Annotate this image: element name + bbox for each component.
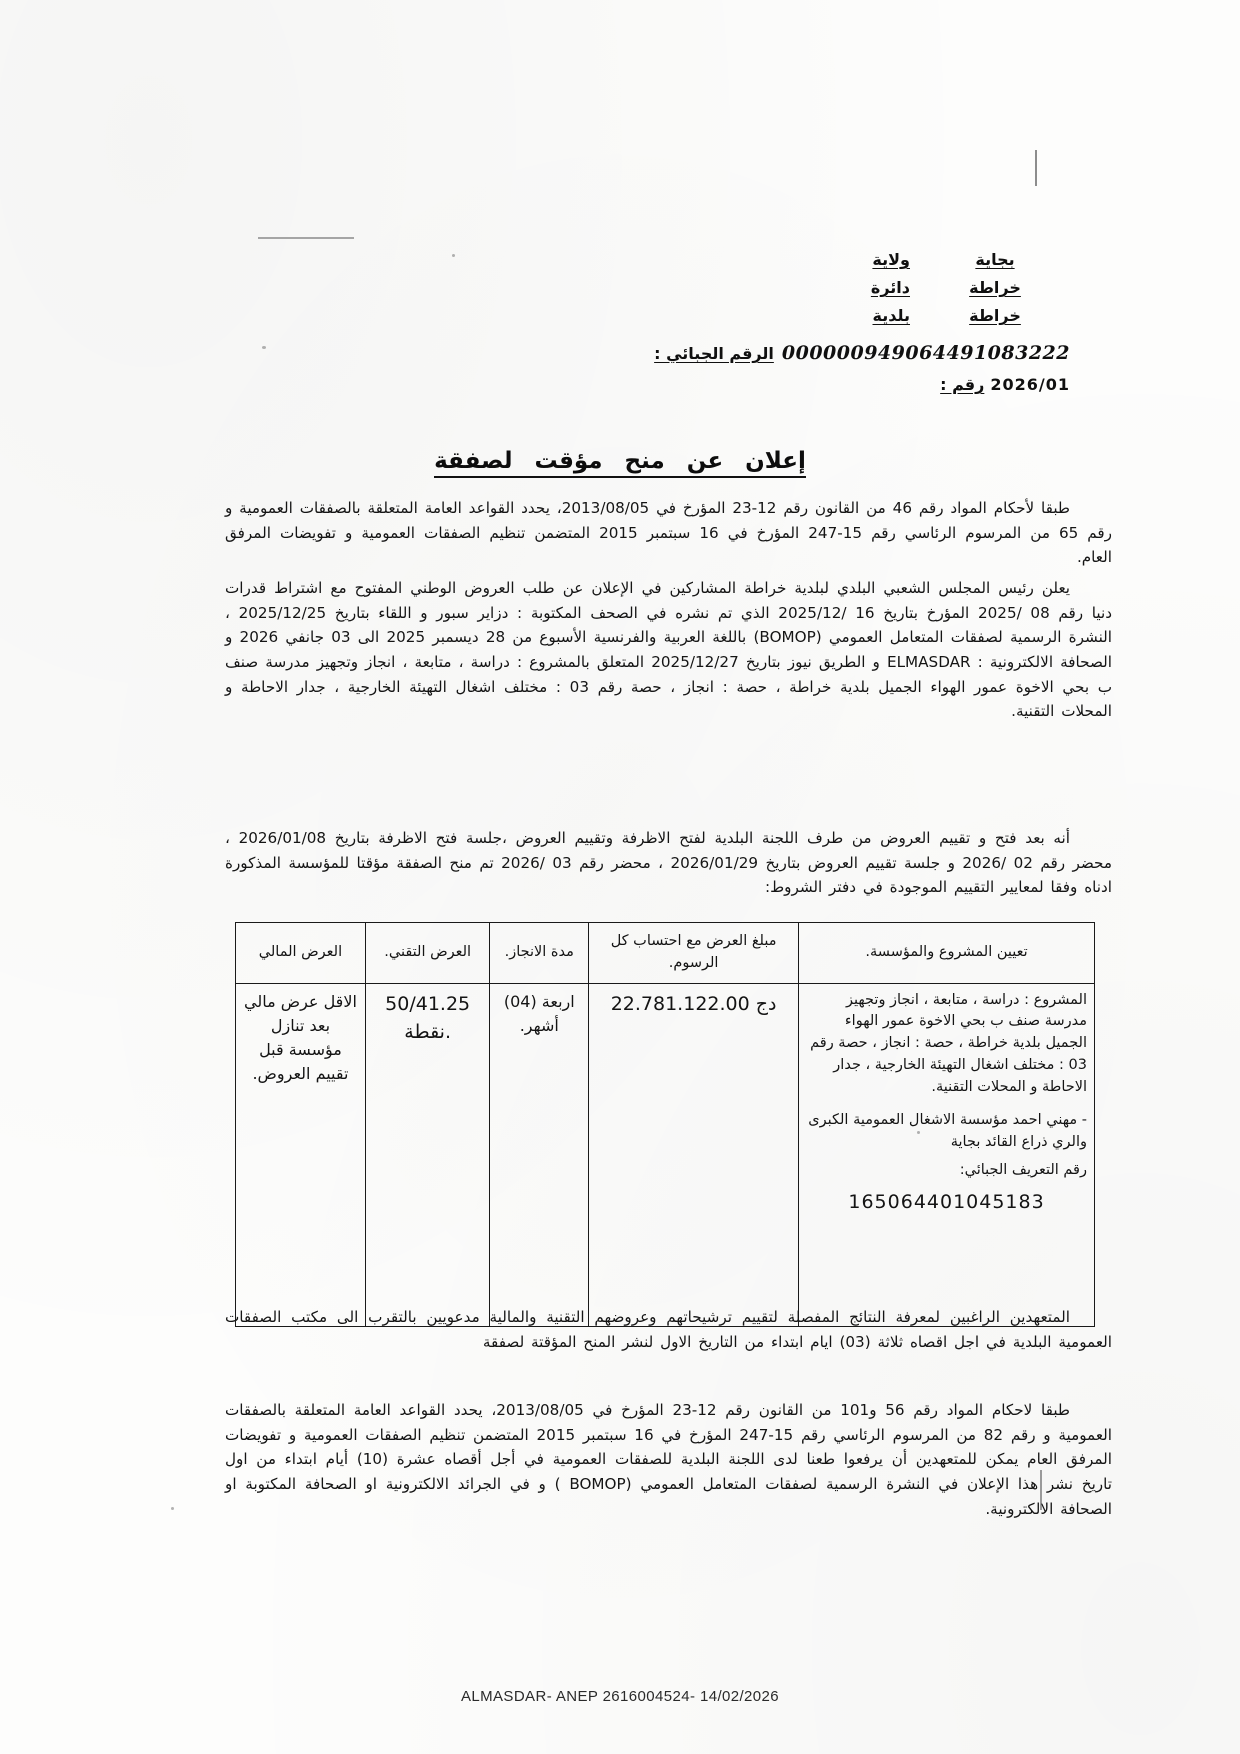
page-title-text: إعلان عن منح مؤقت لصفقة (434, 448, 806, 478)
footer-reference: ALMASDAR- ANEP 2616004524- 14/02/2026 (460, 1688, 780, 1705)
project-designation-text: المشروع : دراسة ، متابعة ، انجاز وتجهيز مدرسة صنف ب بحي الاخوة عمور الهواء الجميل بلدية خراطة ، حصة : انجاز ، حصة رقم 03 : مختلف اشغال التهيئة الخارجية ، جدار الاحاطة و المحلات التقنية. (810, 991, 1087, 1095)
table-cell-amount (589, 983, 799, 1326)
company-name-text: - مهني احمد مؤسسة الاشغال العمومية الكبرى والري ذراع القائد بجاية (808, 1112, 1087, 1150)
baladia-label: بلدية (872, 306, 910, 325)
paragraph-appeal-legal: طبقا لاحكام المواد رقم 56 و101 من القانون رقم 12-23 المؤرخ في 2013/08/05، يحدد القواعد العامة المتعلقة بالصفقات العمومية و رقم 82 من المرسوم الرئاسي رقم 15-247 المؤرخ في 16 سبتمبر 2015 المتضمن تنظيم الصفقات العمومية و تفويضات المرفق العام يمكن للمتعهدين أن يرفعوا طعنا لدى اللجنة البلدية للصفقات العمومية في أجل أقصاه عشرة (10) أيام ابتداء من اول تاريخ نشر هذا الإعلان في النشرة الرسمية لصفقات المتعامل العمومي (BOMOP ) و في الجرائد الالكترونية او الصحافة المكتوبة او الصحافة الالكترونية. (225, 1401, 1113, 1518)
daira-value: خراطة (969, 278, 1021, 297)
header-row-daira (871, 278, 1070, 297)
daira-label: دائرة (870, 278, 910, 297)
reference-number-value: 2026/01 (990, 375, 1070, 394)
company-nif-label: رقم التعريف الجبائي: (959, 1161, 1087, 1178)
reference-number-label: رقم : (940, 375, 985, 394)
table-cell-project (799, 983, 1095, 1326)
paragraph-legal-basis: طبقا لأحكام المواد رقم 46 من القانون رقم 12-23 المؤرخ في 2013/08/05، يحدد القواعد العامة المتعلقة بالصفقات العمومية و رقم 65 من المرسوم الرئاسي رقم 15-247 المؤرخ في 16 سبتمبر 2015 المتضمن تنظيم الصفقات العمومية و تفويضات المرفق العام. (225, 499, 1113, 567)
table-cell-financial-offer: الاقل عرض مالي بعد تنازل مؤسسة قبل تقييم العروض. (236, 983, 366, 1326)
paragraph-appeal-invite: المتعهدين الراغبين لمعرفة النتائج المفصلة لتقييم ترشيحاتهم وعروضهم التقنية والمالية مدعويين بالتقرب الى مكتب الصفقات العمومية البلدية في اجل اقصاه ثلاثة (03) ايام ابتداء من التاريخ الاول لنشر المنح المؤقتة لصفقة (225, 1308, 1112, 1351)
baladia-value: خراطة (969, 306, 1021, 325)
scan-speck (452, 254, 455, 257)
table-row (236, 983, 1095, 1326)
scan-edge-mark-left (258, 237, 354, 239)
header-row-baladia (873, 306, 1071, 325)
table-header-amount: مبلغ العرض مع احتساب كل الرسوم. (589, 923, 799, 984)
table-header-financial: العرض المالي (236, 923, 366, 984)
table-header-project: تعيين المشروع والمؤسسة. (799, 923, 1095, 984)
table-cell-technical-offer (365, 983, 489, 1326)
nif-value: 000000949064491083222 (781, 342, 1070, 364)
table-cell-duration: اربعة (04) أشهر. (490, 983, 589, 1326)
amount-value: 22.781.122.00 دج (610, 992, 777, 1015)
wilaya-label: ولاية (872, 250, 910, 269)
scan-edge-mark-right (1035, 150, 1037, 186)
scan-speck (171, 1507, 174, 1510)
technical-offer-value: 50/41.25 نقطة. (385, 992, 471, 1043)
scan-speck (262, 346, 266, 349)
table-header-technical: العرض التقني. (365, 923, 489, 984)
award-table (235, 922, 1095, 1327)
header-row-wilaya (872, 250, 1070, 269)
table-header-row (236, 923, 1095, 984)
page-title (0, 448, 1240, 478)
paragraph-evaluation: أنه بعد فتح و تقييم العروض من طرف اللجنة البلدية لفتح الاظرفة وتقييم العروض ،جلسة فتح الاظرفة بتاريخ 2026/01/08 ، محضر رقم 02 /2026 و جلسة تقييم العروض بتاريخ 2026/01/29 ، محضر رقم 03 /2026 تم منح الصفقة مؤقتا للمؤسسة المذكورة ادناه وفقا لمعايير التقييم الموجودة في دفتر الشروط: (225, 829, 1112, 897)
wilaya-value: بجاية (975, 250, 1015, 269)
nif-label: الرقم الجبائي : (654, 344, 774, 363)
company-nif-value: 165064401045183 (848, 1190, 1045, 1213)
header-row-number (940, 375, 1070, 394)
table-header-duration: مدة الانجاز. (490, 923, 589, 984)
paragraph-announcement: يعلن رئيس المجلس الشعبي البلدي لبلدية خراطة المشاركين في الإعلان عن طلب العروض الوطني المفتوح مع اشتراط قدرات دنيا رقم 08 /2025 المؤرخ بتاريخ 16 /2025/12 الذي تم نشره في الصحف المكتوبة : دزاير سبور و اللقاء بتاريخ 2025/12/25 ، النشرة الرسمية لصفقات المتعامل العمومي (BOMOP) باللغة العربية والفرنسية الأسبوع من 28 ديسمبر 2025 الى 03 جانفي 2026 و الصحافة الالكترونية : ELMASDAR و الطريق نيوز بتاريخ 2025/12/27 المتعلق بالمشروع : دراسة ، متابعة ، انجاز وتجهيز مدرسة صنف ب بحي الاخوة عمور الهواء الجميل بلدية خراطة ، حصة : انجاز ، حصة رقم 03 : مختلف اشغال التهيئة الخارجية ، جدار الاحاطة و المحلات التقنية. (225, 579, 1112, 721)
header-row-nif (654, 342, 1070, 364)
